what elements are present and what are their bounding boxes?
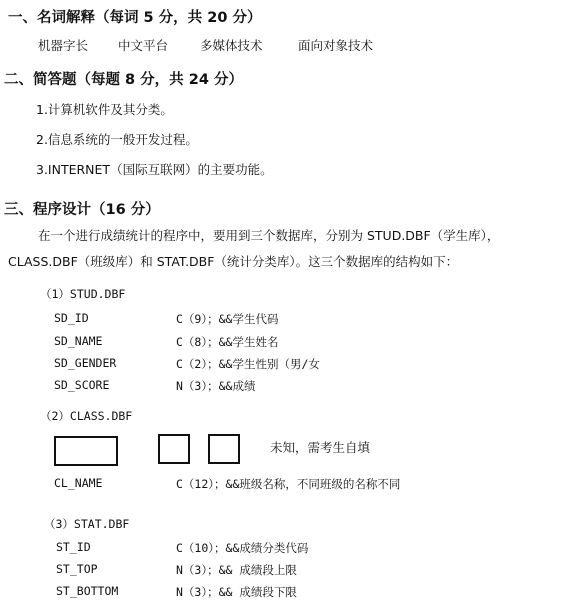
intro-line-1: 在一个进行成绩统计的程序中，要用到三个数据库，分别为 STUD.DBF（学生库）， [38, 228, 500, 243]
db3-title: （3）STAT.DBF [44, 517, 130, 531]
db3-field-name: ST_ID [56, 540, 91, 554]
db3-field-type: C（10）；&&成绩分类代码 [176, 541, 309, 555]
blank-field-width-box[interactable] [208, 434, 240, 464]
db2-field-name: CL_NAME [54, 476, 103, 490]
db2-title: （2）CLASS.DBF [40, 409, 133, 423]
db2-field-type: C（12）；&&班级名称，不同班级的名称不同 [176, 477, 401, 491]
section2-heading: 二、简答题（每题 8 分，共 24 分） [4, 72, 243, 88]
db3-field-name: ST_TOP [56, 562, 98, 576]
blank-field-name-box[interactable] [54, 436, 118, 466]
question-2: 2.信息系统的一般开发过程。 [36, 132, 198, 147]
section3-heading: 三、程序设计（16 分） [4, 202, 160, 218]
term-4: 面向对象技术 [298, 38, 374, 53]
term-3: 多媒体技术 [200, 38, 263, 53]
db3-field-name: ST_BOTTOM [56, 584, 119, 598]
db1-field-name: SD_SCORE [54, 378, 110, 392]
db1-field-type: C（9）；&&学生代码 [176, 312, 279, 326]
blank-field-type-box[interactable] [158, 434, 190, 464]
question-1: 1.计算机软件及其分类。 [36, 102, 173, 117]
section1-heading: 一、名词解释（每词 5 分，共 20 分） [8, 10, 262, 26]
db1-field-type: N（3）；&&成绩 [176, 379, 256, 393]
db1-field-type: C（8）；&&学生姓名 [176, 335, 279, 349]
db3-field-type: N（3）；&& 成绩段下限 [176, 585, 297, 599]
db1-field-name: SD_ID [54, 311, 89, 325]
intro-line-2: CLASS.DBF（班级库）和 STAT.DBF（统计分类库）。这三个数据库的结构如下： [8, 254, 459, 269]
db1-title: （1）STUD.DBF [40, 287, 126, 301]
db1-field-type: C（2）；&&学生性别（男/女 [176, 357, 320, 371]
db3-field-type: N（3）；&& 成绩段上限 [176, 563, 297, 577]
db1-field-name: SD_GENDER [54, 356, 117, 370]
unknown-note: 未知，需考生自填 [270, 440, 371, 455]
term-2: 中文平台 [118, 38, 169, 53]
db1-field-name: SD_NAME [54, 334, 103, 348]
question-3: 3.INTERNET（国际互联网）的主要功能。 [36, 162, 273, 177]
term-1: 机器字长 [38, 38, 89, 53]
